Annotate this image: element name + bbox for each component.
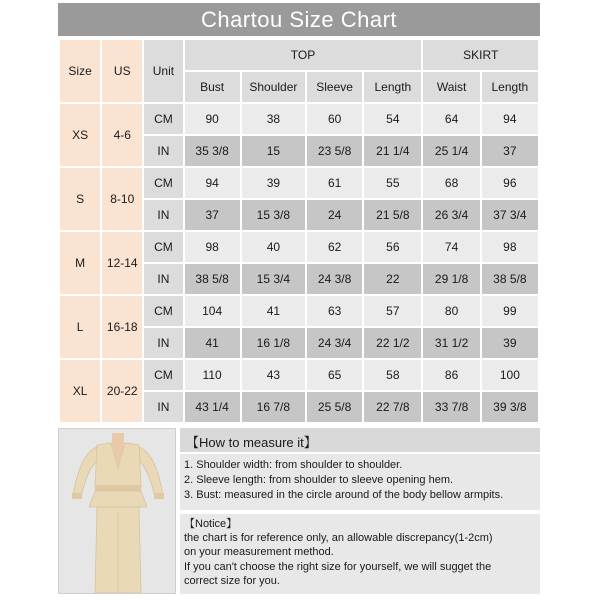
sleeve-value: 65 <box>307 360 362 390</box>
sleeve-value: 61 <box>307 168 362 198</box>
skirt-length-value: 99 <box>482 296 538 326</box>
measure-line: 3. Bust: measured in the circle around of the body bellow armpits. <box>184 489 504 501</box>
size-label: L <box>60 296 100 358</box>
top-length-value: 22 7/8 <box>364 392 421 422</box>
unit-in: IN <box>144 200 182 230</box>
bust-value: 43 1/4 <box>185 392 240 422</box>
bust-value: 98 <box>185 232 240 262</box>
bust-value: 110 <box>185 360 240 390</box>
shoulder-value: 15 3/4 <box>242 264 305 294</box>
bust-value: 41 <box>185 328 240 358</box>
bust-value: 37 <box>185 200 240 230</box>
shoulder-value: 38 <box>242 104 305 134</box>
skirt-length-value: 39 3/8 <box>482 392 538 422</box>
measure-line: 2. Sleeve length: from shoulder to sleeve opening hem. <box>184 474 454 486</box>
unit-in: IN <box>144 136 182 166</box>
size-label: S <box>60 168 100 230</box>
skirt-length-value: 100 <box>482 360 538 390</box>
top-length-value: 21 1/4 <box>364 136 421 166</box>
top-length-value: 56 <box>364 232 421 262</box>
skirt-length-value: 38 5/8 <box>482 264 538 294</box>
sleeve-value: 63 <box>307 296 362 326</box>
top-length-value: 22 1/2 <box>364 328 421 358</box>
top-length-value: 55 <box>364 168 421 198</box>
skirt-length-value: 96 <box>482 168 538 198</box>
unit-in: IN <box>144 264 182 294</box>
shoulder-value: 15 3/8 <box>242 200 305 230</box>
table-row <box>60 296 538 326</box>
waist-value: 31 1/2 <box>423 328 479 358</box>
bust-value: 38 5/8 <box>185 264 240 294</box>
sleeve-value: 62 <box>307 232 362 262</box>
measure-instructions <box>180 454 540 510</box>
bust-value: 104 <box>185 296 240 326</box>
unit-cm: CM <box>144 168 182 198</box>
notice-heading: 【Notice】 <box>184 518 238 530</box>
shoulder-value: 16 7/8 <box>242 392 305 422</box>
table-row <box>60 168 538 198</box>
shoulder-value: 43 <box>242 360 305 390</box>
sleeve-value: 24 3/4 <box>307 328 362 358</box>
top-length-value: 54 <box>364 104 421 134</box>
waist-value: 80 <box>423 296 479 326</box>
waist-value: 74 <box>423 232 479 262</box>
notice-line: on your measurement method. <box>184 546 334 559</box>
unit-cm: CM <box>144 104 182 134</box>
notice-line: the chart is for reference only, an allowable discrepancy(1-2cm) <box>184 532 493 545</box>
us-size: 8-10 <box>102 168 142 230</box>
sleeve-value: 23 5/8 <box>307 136 362 166</box>
skirt-length-value: 94 <box>482 104 538 134</box>
header-top-group: TOP <box>185 40 422 70</box>
size-label: XS <box>60 104 100 166</box>
skirt-length-value: 37 3/4 <box>482 200 538 230</box>
unit-cm: CM <box>144 296 182 326</box>
top-length-value: 58 <box>364 360 421 390</box>
unit-cm: CM <box>144 360 182 390</box>
notice-line: correct size for you. <box>184 574 280 587</box>
size-label: M <box>60 232 100 294</box>
unit-in: IN <box>144 392 182 422</box>
waist-value: 29 1/8 <box>423 264 479 294</box>
shoulder-value: 39 <box>242 168 305 198</box>
header-us: US <box>102 40 142 102</box>
header-skirt-length: Length <box>482 72 538 102</box>
top-length-value: 57 <box>364 296 421 326</box>
us-size: 4-6 <box>102 104 142 166</box>
sleeve-value: 25 5/8 <box>307 392 362 422</box>
bust-value: 35 3/8 <box>185 136 240 166</box>
sleeve-value: 24 <box>307 200 362 230</box>
header-sleeve: Sleeve <box>307 72 362 102</box>
sleeve-value: 24 3/8 <box>307 264 362 294</box>
top-length-value: 22 <box>364 264 421 294</box>
skirt-length-value: 39 <box>482 328 538 358</box>
measure-heading: 【How to measure it】 <box>180 428 540 452</box>
us-size: 16-18 <box>102 296 142 358</box>
waist-value: 86 <box>423 360 479 390</box>
bust-value: 90 <box>185 104 240 134</box>
measure-line: 1. Shoulder width: from shoulder to shoulder. <box>184 459 403 471</box>
waist-value: 64 <box>423 104 479 134</box>
table-row <box>60 104 538 134</box>
bust-value: 94 <box>185 168 240 198</box>
notice-line: If you can't choose the right size for yourself, we will sugget the <box>184 560 492 573</box>
sleeve-value: 60 <box>307 104 362 134</box>
skirt-length-value: 37 <box>482 136 538 166</box>
size-table <box>58 38 540 424</box>
header-waist: Waist <box>423 72 479 102</box>
header-top-length: Length <box>364 72 421 102</box>
header-skirt-group: SKIRT <box>423 40 538 70</box>
top-length-value: 21 5/8 <box>364 200 421 230</box>
notice-box <box>180 514 540 594</box>
table-row <box>60 232 538 262</box>
header-bust: Bust <box>185 72 240 102</box>
header-unit: Unit <box>144 40 182 102</box>
waist-value: 68 <box>423 168 479 198</box>
shoulder-value: 16 1/8 <box>242 328 305 358</box>
unit-cm: CM <box>144 232 182 262</box>
chart-title: Chartou Size Chart <box>58 3 540 36</box>
waist-value: 26 3/4 <box>423 200 479 230</box>
shoulder-value: 41 <box>242 296 305 326</box>
waist-value: 25 1/4 <box>423 136 479 166</box>
size-label: XL <box>60 360 100 422</box>
us-size: 20-22 <box>102 360 142 422</box>
skirt-length-value: 98 <box>482 232 538 262</box>
shoulder-value: 15 <box>242 136 305 166</box>
us-size: 12-14 <box>102 232 142 294</box>
header-size: Size <box>60 40 100 102</box>
waist-value: 33 7/8 <box>423 392 479 422</box>
table-row <box>60 360 538 390</box>
dress-illustration <box>59 429 176 594</box>
header-shoulder: Shoulder <box>242 72 305 102</box>
dress-photo <box>58 428 176 594</box>
shoulder-value: 40 <box>242 232 305 262</box>
unit-in: IN <box>144 328 182 358</box>
